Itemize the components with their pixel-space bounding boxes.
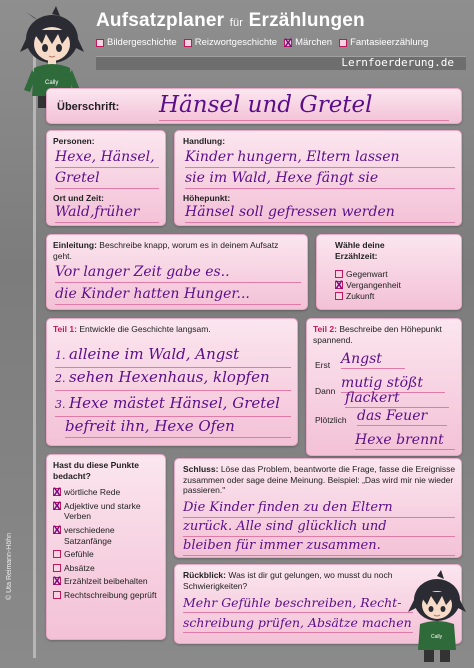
teil2-panel xyxy=(306,318,462,456)
rueckblick-line-2[interactable]: schreibung prüfen, Absätze machen xyxy=(183,614,413,633)
checklist-label: Hast du diese Punkte bedacht? xyxy=(53,460,139,481)
checkbox[interactable] xyxy=(184,39,192,47)
checkbox-checked[interactable] xyxy=(284,39,292,47)
mascot-bottom xyxy=(404,570,470,664)
ueberschrift-label: Überschrift: xyxy=(57,101,120,113)
sidebar-divider xyxy=(33,28,36,658)
teil2-prefix: Dann xyxy=(315,386,336,396)
teil1-line-2[interactable]: 2. sehen Hexenhaus, klopfen xyxy=(55,366,291,391)
hoehepunkt-value[interactable]: Hänsel soll gefressen werden xyxy=(185,202,455,223)
handlung-label: Handlung: xyxy=(183,136,226,146)
schluss-line-3[interactable]: bleiben für immer zusammen. xyxy=(183,537,455,556)
category-maerchen[interactable] xyxy=(284,37,332,48)
ueberschrift-panel xyxy=(46,88,462,124)
teil2-text[interactable]: das Feuer xyxy=(357,407,447,426)
rueckblick-line-1[interactable]: Mehr Gefühle beschreiben, Recht- xyxy=(183,594,413,613)
teil1-line-1[interactable]: 1. alleine im Wald, Angst xyxy=(55,343,291,368)
checklist-item[interactable]: Gefühle xyxy=(53,549,163,560)
einleitung-line-2[interactable]: die Kinder hatten Hunger... xyxy=(55,284,301,305)
erzaehlzeit-label: Wähle deine Erzählzeit: xyxy=(335,240,385,261)
schluss-panel xyxy=(174,458,462,558)
handlung-panel xyxy=(174,130,462,226)
category-label: Reizwortgeschichte xyxy=(194,37,278,48)
checklist-item[interactable]: Rechtschreibung geprüft xyxy=(53,590,163,601)
checklist-item[interactable]: X wörtliche Rede xyxy=(53,487,163,498)
handlung-line-2[interactable]: sie im Wald, Hexe fängt sie xyxy=(185,168,455,189)
teil1-panel xyxy=(46,318,298,446)
einleitung-panel xyxy=(46,234,308,310)
category-label: Fantasieerzählung xyxy=(350,37,429,48)
rueckblick-label: Rückblick: Was ist dir gut gelungen, wo musst du noch Schwierigkeiten? xyxy=(183,570,393,591)
copyright: © Uta Reimann-Höhn xyxy=(6,532,13,600)
checkbox-checked[interactable] xyxy=(53,488,61,496)
schluss-line-1[interactable]: Die Kinder finden zu den Eltern xyxy=(183,499,455,518)
teil2-prefix: Plötzlich xyxy=(315,415,347,425)
website-bar xyxy=(96,56,466,70)
checkbox-checked[interactable] xyxy=(335,281,343,289)
ort-zeit-value[interactable]: Wald,früher xyxy=(55,202,159,223)
page-title xyxy=(96,10,365,32)
einleitung-label: Einleitung: Beschreibe knapp, worum es in deinem Aufsatz geht. xyxy=(53,240,279,261)
teil2-label: Teil 2: Beschreibe den Höhepunkt spannend. xyxy=(313,324,442,345)
teil2-row-3[interactable]: flackert xyxy=(345,389,449,408)
checklist-item[interactable]: X Adjektive und starke Verben xyxy=(53,501,163,522)
category-checkboxes xyxy=(96,37,428,48)
checklist-panel xyxy=(46,454,166,640)
teil2-row-1 xyxy=(315,351,411,373)
checkbox[interactable] xyxy=(53,591,61,599)
title-small: für xyxy=(229,17,244,29)
website-link[interactable]: Lernfoerderung.de xyxy=(341,56,454,69)
schluss-label: Schluss: Löse das Problem, beantworte die Frage, fasse die Ereignisse zusammen oder sage deine Meinung. Beispiel: „Das wird mir nie wieder passieren." xyxy=(183,464,456,496)
checkbox-checked[interactable] xyxy=(53,526,61,534)
category-bildergeschichte[interactable] xyxy=(96,37,177,48)
checkbox[interactable] xyxy=(335,292,343,300)
teil1-label: Teil 1: Entwickle die Geschichte langsam. xyxy=(53,324,211,334)
option-vergangenheit[interactable]: X Vergangenheit xyxy=(335,280,401,291)
checkbox-checked[interactable] xyxy=(53,577,61,585)
checkbox[interactable] xyxy=(339,39,347,47)
category-label: Märchen xyxy=(295,37,333,48)
erzaehlzeit-panel xyxy=(316,234,462,310)
personen-label: Personen: xyxy=(53,136,95,146)
einleitung-line-1[interactable]: Vor langer Zeit gabe es.. xyxy=(55,262,301,283)
category-label: Bildergeschichte xyxy=(107,37,177,48)
checkbox[interactable] xyxy=(53,550,61,558)
option-zukunft[interactable]: Zukunft xyxy=(335,291,374,302)
checkbox[interactable] xyxy=(96,39,104,47)
personen-line-2[interactable]: Gretel xyxy=(55,168,159,189)
title-end: Erzählungen xyxy=(248,10,365,31)
category-reizwortgeschichte[interactable] xyxy=(184,37,277,48)
teil1-line-3[interactable]: 3. Hexe mästet Hänsel, Gretel xyxy=(55,392,291,417)
handlung-line-1[interactable]: Kinder hungern, Eltern lassen xyxy=(185,147,455,168)
teil2-text[interactable]: mutig stößt xyxy=(341,374,445,393)
personen-panel xyxy=(46,130,166,226)
checklist-item[interactable]: Absätze xyxy=(53,563,163,574)
checkbox[interactable] xyxy=(53,564,61,572)
teil2-prefix: Erst xyxy=(315,360,331,370)
checkbox[interactable] xyxy=(335,270,343,278)
mascot-shirt-text: Cally xyxy=(45,80,59,86)
teil2-row-4 xyxy=(315,410,455,428)
checklist-items xyxy=(53,487,163,604)
teil2-row-5[interactable]: Hexe brennt xyxy=(355,431,455,450)
checklist-item[interactable]: X verschiedene Satzanfänge xyxy=(53,525,163,546)
checklist-item[interactable]: X Erzählzeit beibehalten xyxy=(53,576,163,587)
hoehepunkt-label: Höhepunkt: xyxy=(183,193,231,203)
ueberschrift-value[interactable]: Hänsel und Gretel xyxy=(159,91,449,121)
ort-zeit-label: Ort und Zeit: xyxy=(53,193,104,203)
option-gegenwart[interactable]: Gegenwart xyxy=(335,269,388,280)
category-fantasieerzaehlung[interactable] xyxy=(339,37,428,48)
personen-line-1[interactable]: Hexe, Hänsel, xyxy=(55,147,159,168)
schluss-line-2[interactable]: zurück. Alle sind glücklich und xyxy=(183,518,455,537)
checkbox-checked[interactable] xyxy=(53,502,61,510)
title-main: Aufsatzplaner xyxy=(96,10,225,31)
teil2-text[interactable]: Angst xyxy=(341,350,405,369)
teil1-line-4[interactable]: befreit ihn, Hexe Ofen xyxy=(65,415,291,438)
mascot-shirt-text: Cally xyxy=(431,634,443,640)
